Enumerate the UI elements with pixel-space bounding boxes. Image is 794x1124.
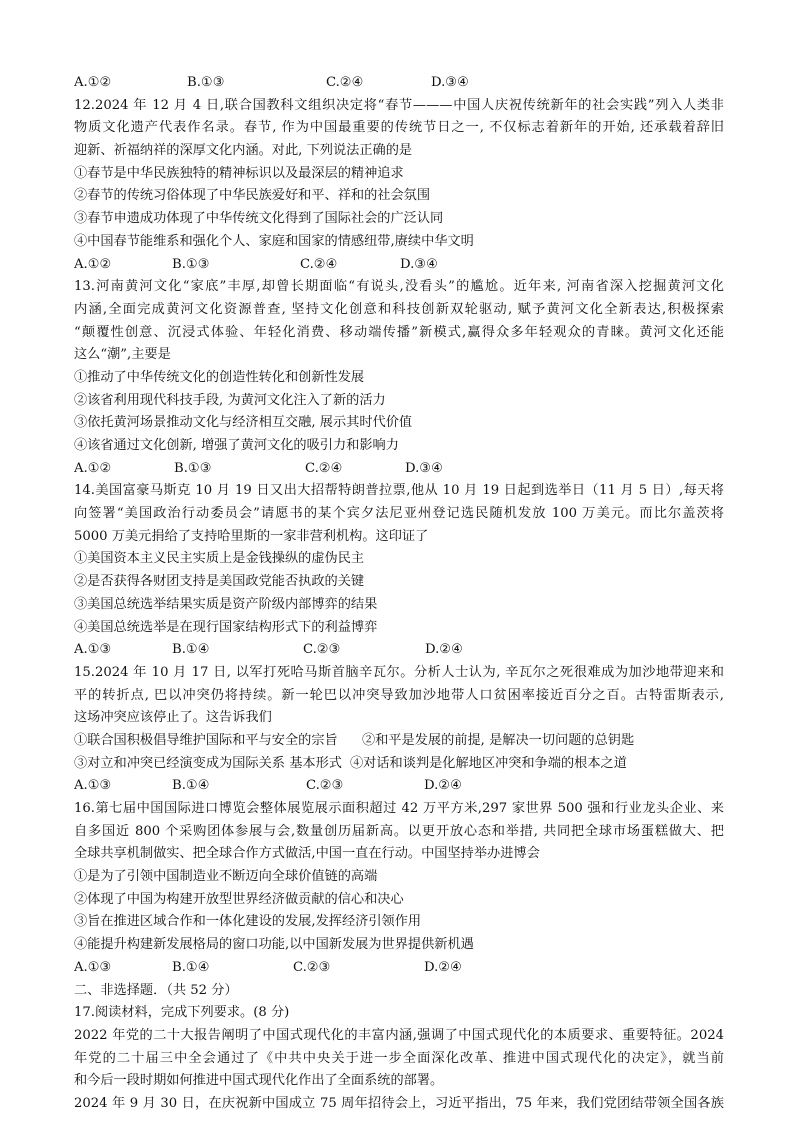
q15-stem-line: 平的转折点, 巴以冲突仍将持续。新一轮巴以冲突导致加沙地带人口贫困率接近百分之百。古特雷斯表示, [74,687,724,703]
q13-options [74,458,724,481]
q16-stem-line: 自多国近 800 个采购团体参展与会,数量创历届新高。以更开放心态和举措, 共同把全球市场蛋糕做大、把 [74,823,724,839]
q11-option-d: D.③④ [431,75,469,90]
q12-stem-line: 迎新、祈福纳祥的深厚文化内涵。对此, 下列说法正确的是 [74,143,413,159]
q16-options [74,957,724,980]
q12-option-d: D.③④ [400,256,438,272]
q16-stem-line: 16.第七届中国国际进口博览会整体展览展示面积超过 42 万平方米,297 家世界 500 强和行业龙头企业、来 [74,801,724,816]
q15-stem-line: 15.2024 年 10 月 17 日, 以军打死哈马斯首脑辛瓦尔。分析人士认为, 辛瓦尔之死很难成为加沙地带迎来和 [74,664,724,680]
q17-title: 17.阅读材料，完成下列要求。(8 分) [74,1005,290,1021]
q12-item: ①春节是中华民族独特的精神标识以及最深层的精神追求 [74,165,404,181]
q13-stem-line: “颠覆性创意、沉浸式体验、年轻化消费、移动端传播”新模式,赢得众多年轻观众的青睐。黄河文化还能 [74,324,724,340]
q13-item: ③依托黄河场景推动文化与经济相互交融, 展示其时代价值 [74,415,413,431]
q16-option-a: A.①③ [74,959,112,975]
q12-option-b: B.①③ [172,256,210,272]
q13-option-b: B.①③ [174,460,212,476]
q14-options [74,639,724,662]
q14-option-d: D.②④ [425,642,463,658]
q13-item: ④该省通过文化创新, 增强了黄河文化的吸引力和影响力 [74,438,399,453]
q15-items-row [74,753,724,776]
q13-item: ②该省利用现代科技手段, 为黄河文化注入了新的活力 [74,392,386,408]
q12-options [74,254,724,277]
q14-item: ③美国总统选举结果实质是资产阶级内部博弈的结果 [74,596,378,612]
q15-item: ②和平是发展的前提, 是解决一切问题的总钥匙 [362,732,635,748]
q15-item: ④对话和谈判是化解地区冲突和争端的根本之道 [350,755,627,771]
q13-option-d: D.③④ [405,460,443,476]
q16-option-d: D.②④ [424,959,462,975]
q11-option-b: B.①③ [187,75,225,90]
q11-options [74,72,724,95]
q14-item: ①美国资本主义民主实质上是金钱操纵的虚伪民主 [74,551,365,567]
q17-material-line: 年党的二十届三中全会通过了《中共中央关于进一步全面深化改革、推进中国式现代化的决定》，就当前 [74,1050,724,1066]
q17-material-line: 2024 年 9 月 30 日，在庆祝新中国成立 75 周年招待会上，习近平指出，75 年来，我们党团结带领全国各族 [74,1095,724,1111]
q14-option-a: A.①③ [74,642,112,658]
q12-option-c: C.②④ [300,256,338,272]
q16-stem-line: 全球共享机制做实、把全球合作方式做活,中国一直在行动。中国坚持举办进博会 [74,846,540,862]
q13-stem-line: 13.河南黄河文化“家底”丰厚,却曾长期面临“有说头,没看头”的尴尬。近年来, 河南省深入挖掘黄河文化 [74,279,724,295]
q16-option-c: C.②③ [293,959,331,975]
q12-stem-line: 物质文化遗产代表作名录。春节, 作为中国最重要的传统节日之一, 不仅标志着新年的开始, 还承载着辞旧 [74,120,724,136]
q12-item: ②春节的传统习俗体现了中华民族爱好和平、祥和的社会氛围 [74,188,431,204]
q14-option-b: B.①④ [172,642,210,658]
q14-option-c: C.②③ [303,642,341,658]
q14-stem-line: 向签署“美国政治行动委员会”请愿书的某个宾夕法尼亚州登记选民随机发放 100 万美元。而比尔盖茨将 [74,506,724,522]
section-heading: 二、非选择题．（共 52 分） [74,982,238,998]
q14-stem-line: 14.美国富豪马斯克 10 月 19 日又出大招帮特朗普拉票,他从 10 月 19 日起到选举日（11 月 5 日）,每天将 [74,483,724,499]
q17-material-line: 2022 年党的二十大报告阐明了中国式现代化的丰富内涵,强调了中国式现代化的本质要求、重要特征。2024 [74,1027,724,1043]
q16-option-b: B.①④ [172,959,210,975]
q12-item: ③春节申遗成功体现了中华传统文化得到了国际社会的广泛认同 [74,211,444,227]
q16-item: ④能提升构建新发展格局的窗口功能,以中国新发展为世界提供新机遇 [74,937,474,953]
q15-items-row [74,730,724,753]
q12-item: ④中国春节能维系和强化个人、家庭和国家的情感纽带,赓续中华文明 [74,233,474,249]
q15-options [74,775,724,798]
q14-stem-line: 5000 万美元捐给了支持哈里斯的一家非营利机构。这印证了 [74,528,429,544]
q13-stem-line: 内涵,全面完成黄河文化资源普查, 坚持文化创意和科技创新双轮驱动, 赋予黄河文化全新表达,积极探索 [74,301,724,317]
q15-item: ①联合国积极倡导维护国际和平与安全的宗旨 [74,732,338,748]
q15-option-b: B.①④ [172,778,210,794]
q12-option-a: A.①② [74,256,112,272]
q13-stem-line: 这么“潮”,主要是 [74,347,171,363]
q15-item: ③对立和冲突已经演变成为国际关系 基本形式 [74,755,342,771]
q14-item: ②是否获得各财团支持是美国政党能否执政的关键 [74,574,365,590]
q17-material-line: 和今后一段时期如何推进中国式现代化作出了全面系统的部署。 [74,1073,444,1089]
q16-item: ②体现了中国为构建开放型世界经济做贡献的信心和决心 [74,891,404,907]
q15-option-d: D.②④ [424,778,462,794]
q12-stem-line: 12.2024 年 12 月 4 日,联合国教科文组织决定将“春节———中国人庆祝传统新年的社会实践”列入人类非 [74,97,724,113]
q13-option-c: C.②④ [305,460,343,476]
q15-option-c: C.②③ [306,778,344,794]
q13-item: ①推动了中华传统文化的创造性转化和创新性发展 [74,369,365,385]
q16-item: ①是为了引领中国制造业不断迈向全球价值链的高端 [74,869,378,885]
q13-option-a: A.①② [74,460,112,476]
q16-item: ③旨在推进区域合作和一体化建设的发展,发挥经济引领作用 [74,914,422,930]
q11-option-c: C.②④ [326,75,364,90]
q15-stem-line: 这场冲突应该停止了。这告诉我们 [74,710,272,726]
q15-option-a: A.①③ [74,778,112,794]
q11-option-a: A.①② [74,75,112,90]
q14-item: ④美国总统选举是在现行国家结构形式下的利益博弈 [74,619,378,635]
